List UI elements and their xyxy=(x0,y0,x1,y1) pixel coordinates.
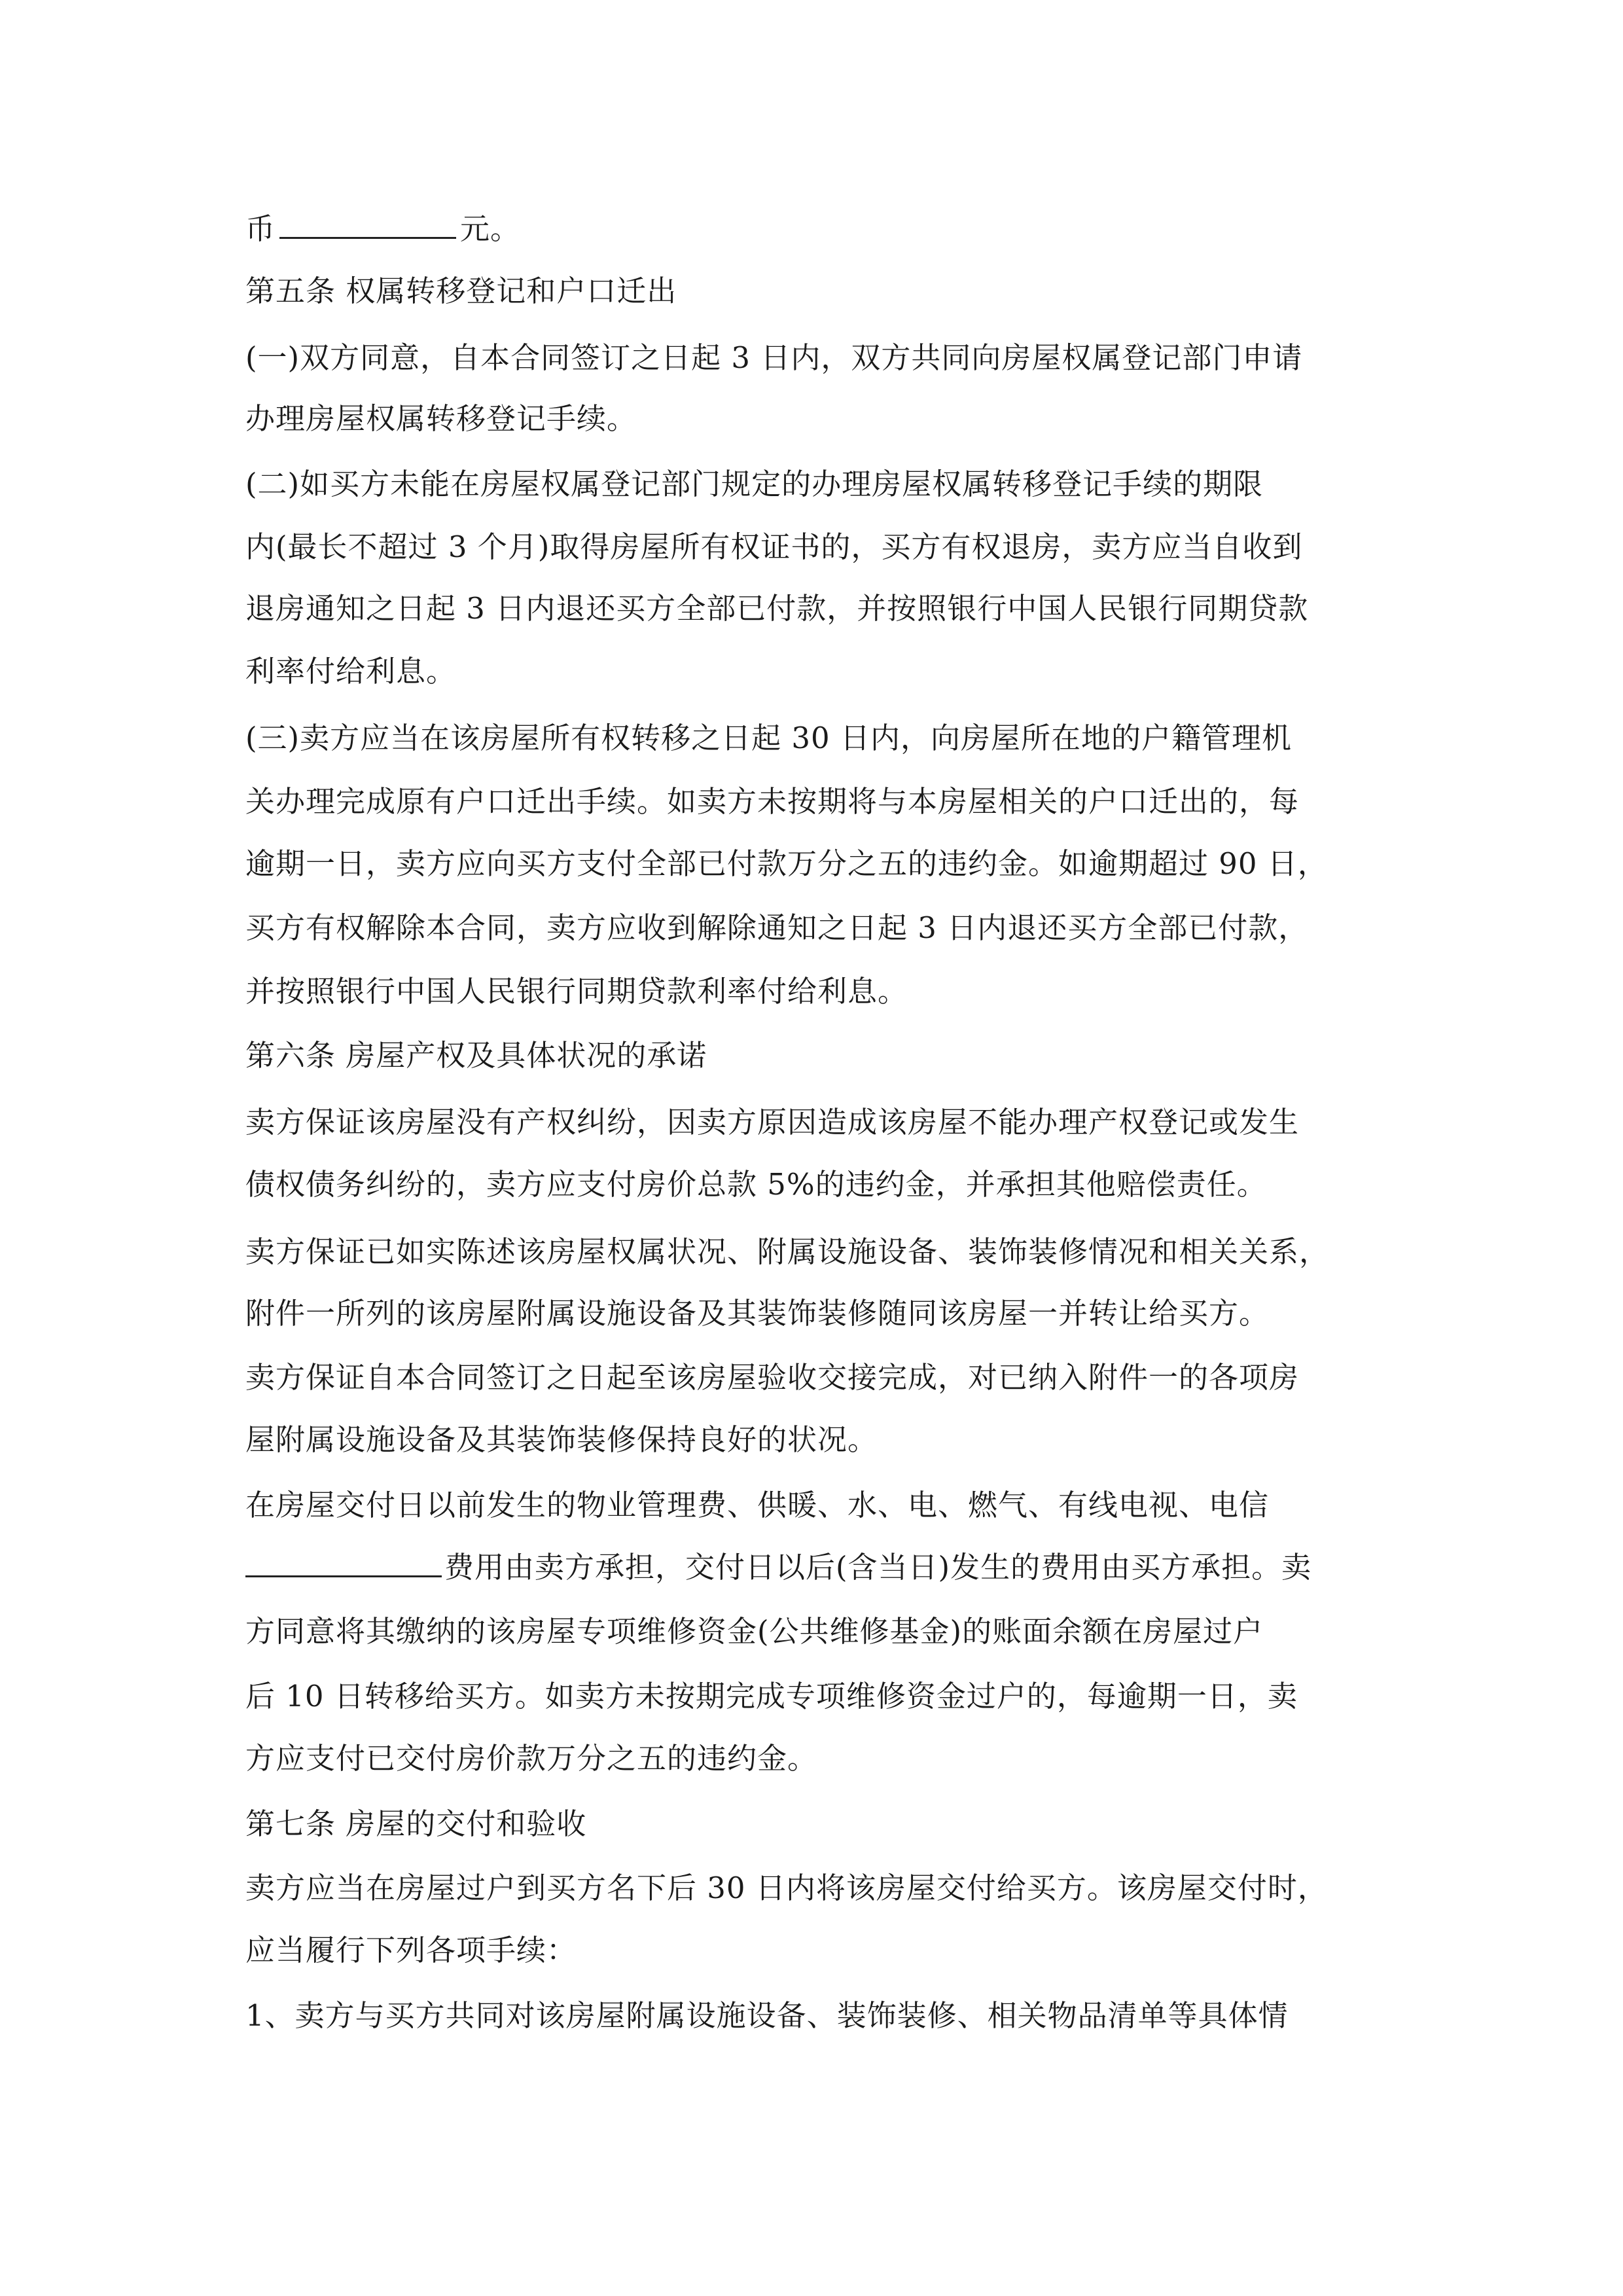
line-text: 利率付给利息。 xyxy=(245,654,457,689)
line-text: 并按照银行中国人民银行同期贷款利率付给利息。 xyxy=(245,974,908,1009)
text-line xyxy=(245,639,1397,704)
line-text: 买方有权解除本合同，卖方应收到解除通知之日起 3 日内退还买方全部已付款， xyxy=(245,910,1309,945)
text-line xyxy=(245,1345,1397,1410)
line-text: 附件一所列的该房屋附属设施设备及其装饰装修随同该房屋一并转让给买方。 xyxy=(245,1296,1270,1331)
text-line xyxy=(245,386,1397,452)
text-line xyxy=(245,1918,1397,1983)
heading-text: 第七条 房屋的交付和验收 xyxy=(245,1806,587,1841)
text-line xyxy=(245,1473,1397,1538)
text-line xyxy=(245,1535,1397,1600)
text-line xyxy=(245,1407,1397,1473)
text-line xyxy=(245,1152,1397,1217)
text-line xyxy=(245,1281,1397,1346)
text-line xyxy=(245,452,1397,517)
text-line xyxy=(245,325,1397,391)
text-line xyxy=(245,959,1397,1024)
line-text: 在房屋交付日以前发生的物业管理费、供暖、水、电、燃气、有线电视、电信 xyxy=(245,1488,1270,1522)
line-text: (二)如买方未能在房屋权属登记部门规定的办理房屋权属转移登记手续的期限 xyxy=(245,467,1264,501)
line-text: 方同意将其缴纳的该房屋专项维修资金(公共维修基金)的账面余额在房屋过户 xyxy=(245,1614,1264,1649)
heading-text: 第五条 权属转移登记和户口迁出 xyxy=(245,274,677,308)
line-text: 关办理完成原有户口迁出手续。如卖方未按期将与本房屋相关的户口迁出的，每 xyxy=(245,784,1300,819)
line-text: 1、卖方与买方共同对该房屋附属设施设备、装饰装修、相关物品清单等具体情 xyxy=(245,1998,1289,2033)
text-line xyxy=(245,1983,1397,2049)
line-text: 费用由卖方承担，交付日以后(含当日)发生的费用由买方承担。卖 xyxy=(444,1550,1312,1585)
text-line xyxy=(245,1856,1397,1921)
line-text: (三)卖方应当在该房屋所有权转移之日起 30 日内，向房屋所在地的户籍管理机 xyxy=(245,721,1292,755)
section-heading-5 xyxy=(245,259,1397,324)
text-line xyxy=(245,196,1397,262)
text-line xyxy=(245,1219,1397,1285)
line-text: 债权债务纠纷的，卖方应支付房价总款 5%的违约金，并承担其他赔偿责任。 xyxy=(245,1167,1267,1202)
text-line xyxy=(245,706,1397,771)
line-text: 逾期一日，卖方应向买方支付全部已付款万分之五的违约金。如逾期超过 90 日， xyxy=(245,846,1328,881)
line-text: 卖方保证已如实陈述该房屋权属状况、附属设施设备、装饰装修情况和相关关系， xyxy=(245,1234,1330,1269)
text-line xyxy=(245,831,1397,897)
line-text: 内(最长不超过 3 个月)取得房屋所有权证书的，买方有权退房，卖方应当自收到 xyxy=(245,529,1303,564)
text-line xyxy=(245,1599,1397,1664)
text-line xyxy=(245,1090,1397,1155)
fill-in-blank[interactable] xyxy=(245,1541,442,1577)
line-text: 方应支付已交付房价款万分之五的违约金。 xyxy=(245,1741,818,1776)
text-line xyxy=(245,1726,1397,1791)
text-line xyxy=(245,514,1397,580)
line-text: 办理房屋权属转移登记手续。 xyxy=(245,401,637,436)
line-text: 卖方保证该房屋没有产权纠纷，因卖方原因造成该房屋不能办理产权登记或发生 xyxy=(245,1105,1300,1139)
section-heading-7 xyxy=(245,1791,1397,1857)
line-text: 币 xyxy=(245,211,276,246)
heading-text: 第六条 房屋产权及具体状况的承诺 xyxy=(245,1038,707,1073)
line-text: 应当履行下列各项手续： xyxy=(245,1933,577,1967)
line-text: 卖方保证自本合同签订之日起至该房屋验收交接完成，对已纳入附件一的各项房 xyxy=(245,1360,1300,1395)
line-text: 屋附属设施设备及其装饰装修保持良好的状况。 xyxy=(245,1422,878,1457)
line-text: 退房通知之日起 3 日内退还买方全部已付款，并按照银行中国人民银行同期贷款 xyxy=(245,591,1309,626)
fill-in-blank[interactable] xyxy=(279,203,456,239)
line-text: 元。 xyxy=(460,211,521,246)
section-heading-6 xyxy=(245,1023,1397,1088)
text-line xyxy=(245,576,1397,641)
text-line xyxy=(245,769,1397,834)
line-text: (一)双方同意，自本合同签订之日起 3 日内，双方共同向房屋权属登记部门申请 xyxy=(245,340,1303,375)
text-line xyxy=(245,1664,1397,1729)
line-text: 后 10 日转移给买方。如卖方未按期完成专项维修资金过户的，每逾期一日，卖 xyxy=(245,1679,1298,1713)
text-line xyxy=(245,895,1397,961)
line-text: 卖方应当在房屋过户到买方名下后 30 日内将该房屋交付给买方。该房屋交付时， xyxy=(245,1871,1328,1905)
